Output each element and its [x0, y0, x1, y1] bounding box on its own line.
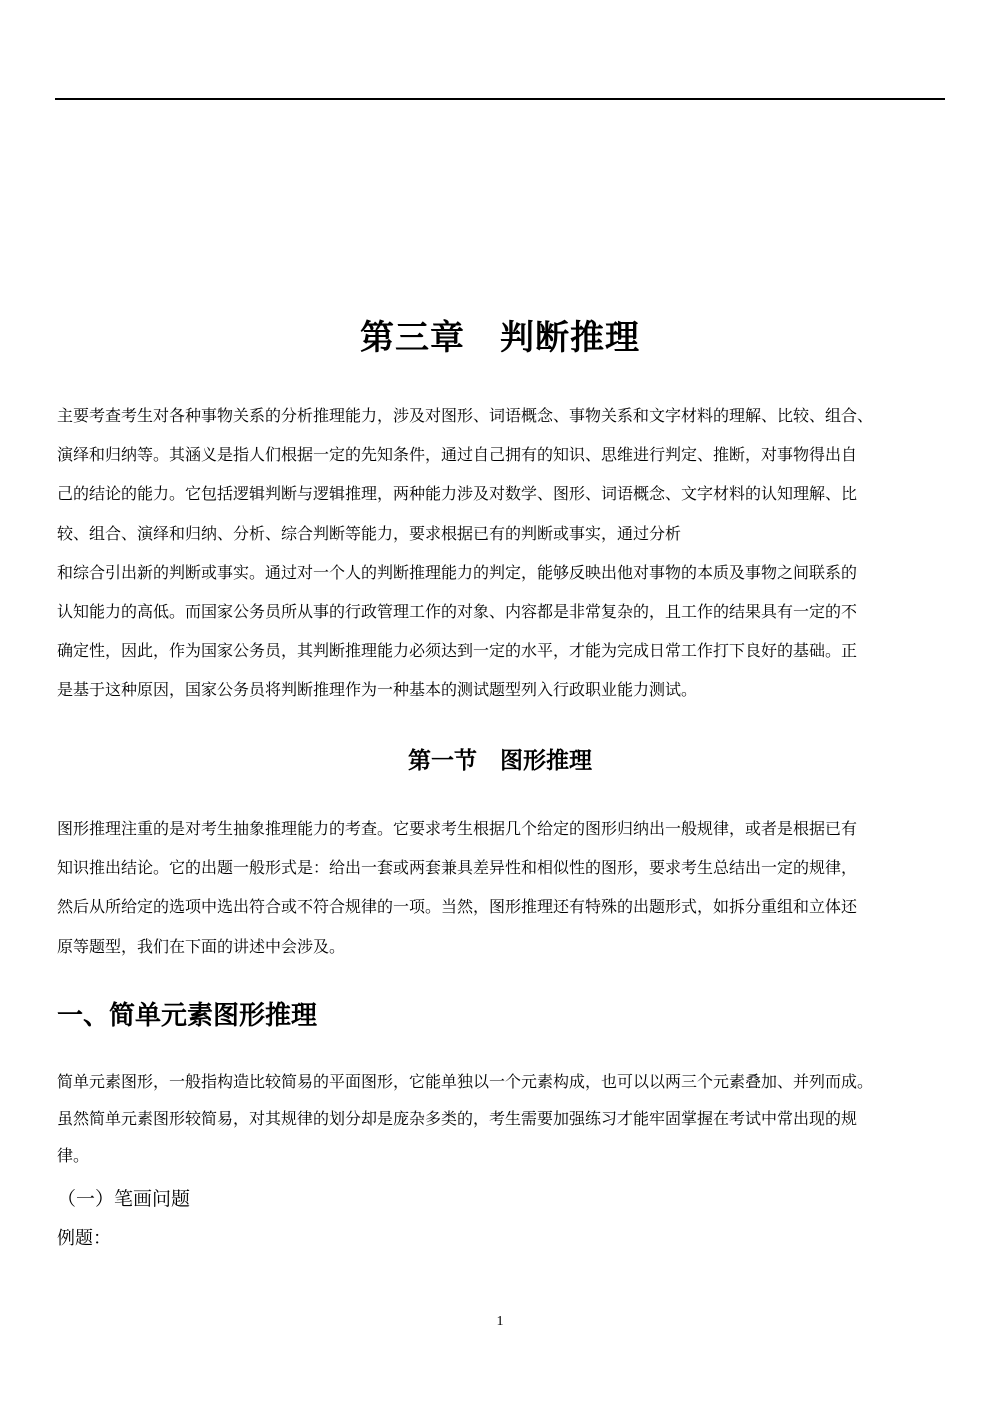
- paragraph-line: 确定性，因此，作为国家公务员，其判断推理能力必须达到一定的水平，才能为完成日常工作打下良好的基础。正: [57, 641, 858, 661]
- paragraph-line: 较、组合、演绎和归纳、分析、综合判断等能力，要求根据已有的判断或事实，通过分析: [57, 523, 682, 543]
- paragraph-line: 然后从所给定的选项中选出符合或不符合规律的一项。当然，图形推理还有特殊的出题形式，如拆分重组和立体还: [57, 897, 858, 917]
- intro-paragraph: [57, 396, 873, 710]
- paragraph-line: 知识推出结论。它的出题一般形式是：给出一套或两套兼具差异性和相似性的图形，要求考生总结出一定的规律，: [57, 858, 858, 878]
- paragraph-line: 简单元素图形，一般指构造比较简易的平面图形，它能单独以一个元素构成，也可以以两三个元素叠加、并列而成。: [57, 1072, 874, 1091]
- subsection-title: 一、简单元素图形推理: [57, 1001, 318, 1031]
- paragraph-line: 演绎和归纳等。其涵义是指人们根据一定的先知条件，通过自己拥有的知识、思维进行判定、推断，对事物得出自: [57, 445, 858, 465]
- paragraph-line: 图形推理注重的是对考生抽象推理能力的考查。它要求考生根据几个给定的图形归纳出一般规律，或者是根据已有: [57, 819, 858, 838]
- paragraph-line: 原等题型，我们在下面的讲述中会涉及。: [57, 936, 346, 956]
- chapter-title: 第三章 判断推理: [360, 318, 640, 358]
- paragraph-line: 虽然简单元素图形较简易，对其规律的划分却是庞杂多类的，考生需要加强练习才能牢固掌握在考试中常出现的规: [57, 1109, 858, 1128]
- section-title: 第一节 图形推理: [408, 748, 592, 774]
- page-number: 1: [496, 1314, 504, 1329]
- paragraph-line: 律。: [57, 1146, 90, 1165]
- paragraph-line: 己的结论的能力。它包括逻辑判断与逻辑推理，两种能力涉及对数学、图形、词语概念、文字材料的认知理解、比: [57, 484, 858, 504]
- sub-heading-label: （一）笔画问题: [57, 1188, 191, 1210]
- section-paragraph: [57, 809, 857, 966]
- header-rule: [55, 98, 945, 100]
- example-label: 例题：: [57, 1228, 111, 1249]
- subsection-paragraph: [57, 1063, 873, 1174]
- paragraph-line: 和综合引出新的判断或事实。通过对一个人的判断推理能力的判定，能够反映出他对事物的本质及事物之间联系的: [57, 562, 858, 582]
- paragraph-line: 主要考查考生对各种事物关系的分析推理能力，涉及对图形、词语概念、事物关系和文字材料的理解、比较、组合、: [57, 406, 874, 425]
- paragraph-line: 认知能力的高低。而国家公务员所从事的行政管理工作的对象、内容都是非常复杂的，且工作的结果具有一定的不: [57, 601, 858, 621]
- paragraph-line: 是基于这种原因，国家公务员将判断推理作为一种基本的测试题型列入行政职业能力测试。: [57, 680, 698, 700]
